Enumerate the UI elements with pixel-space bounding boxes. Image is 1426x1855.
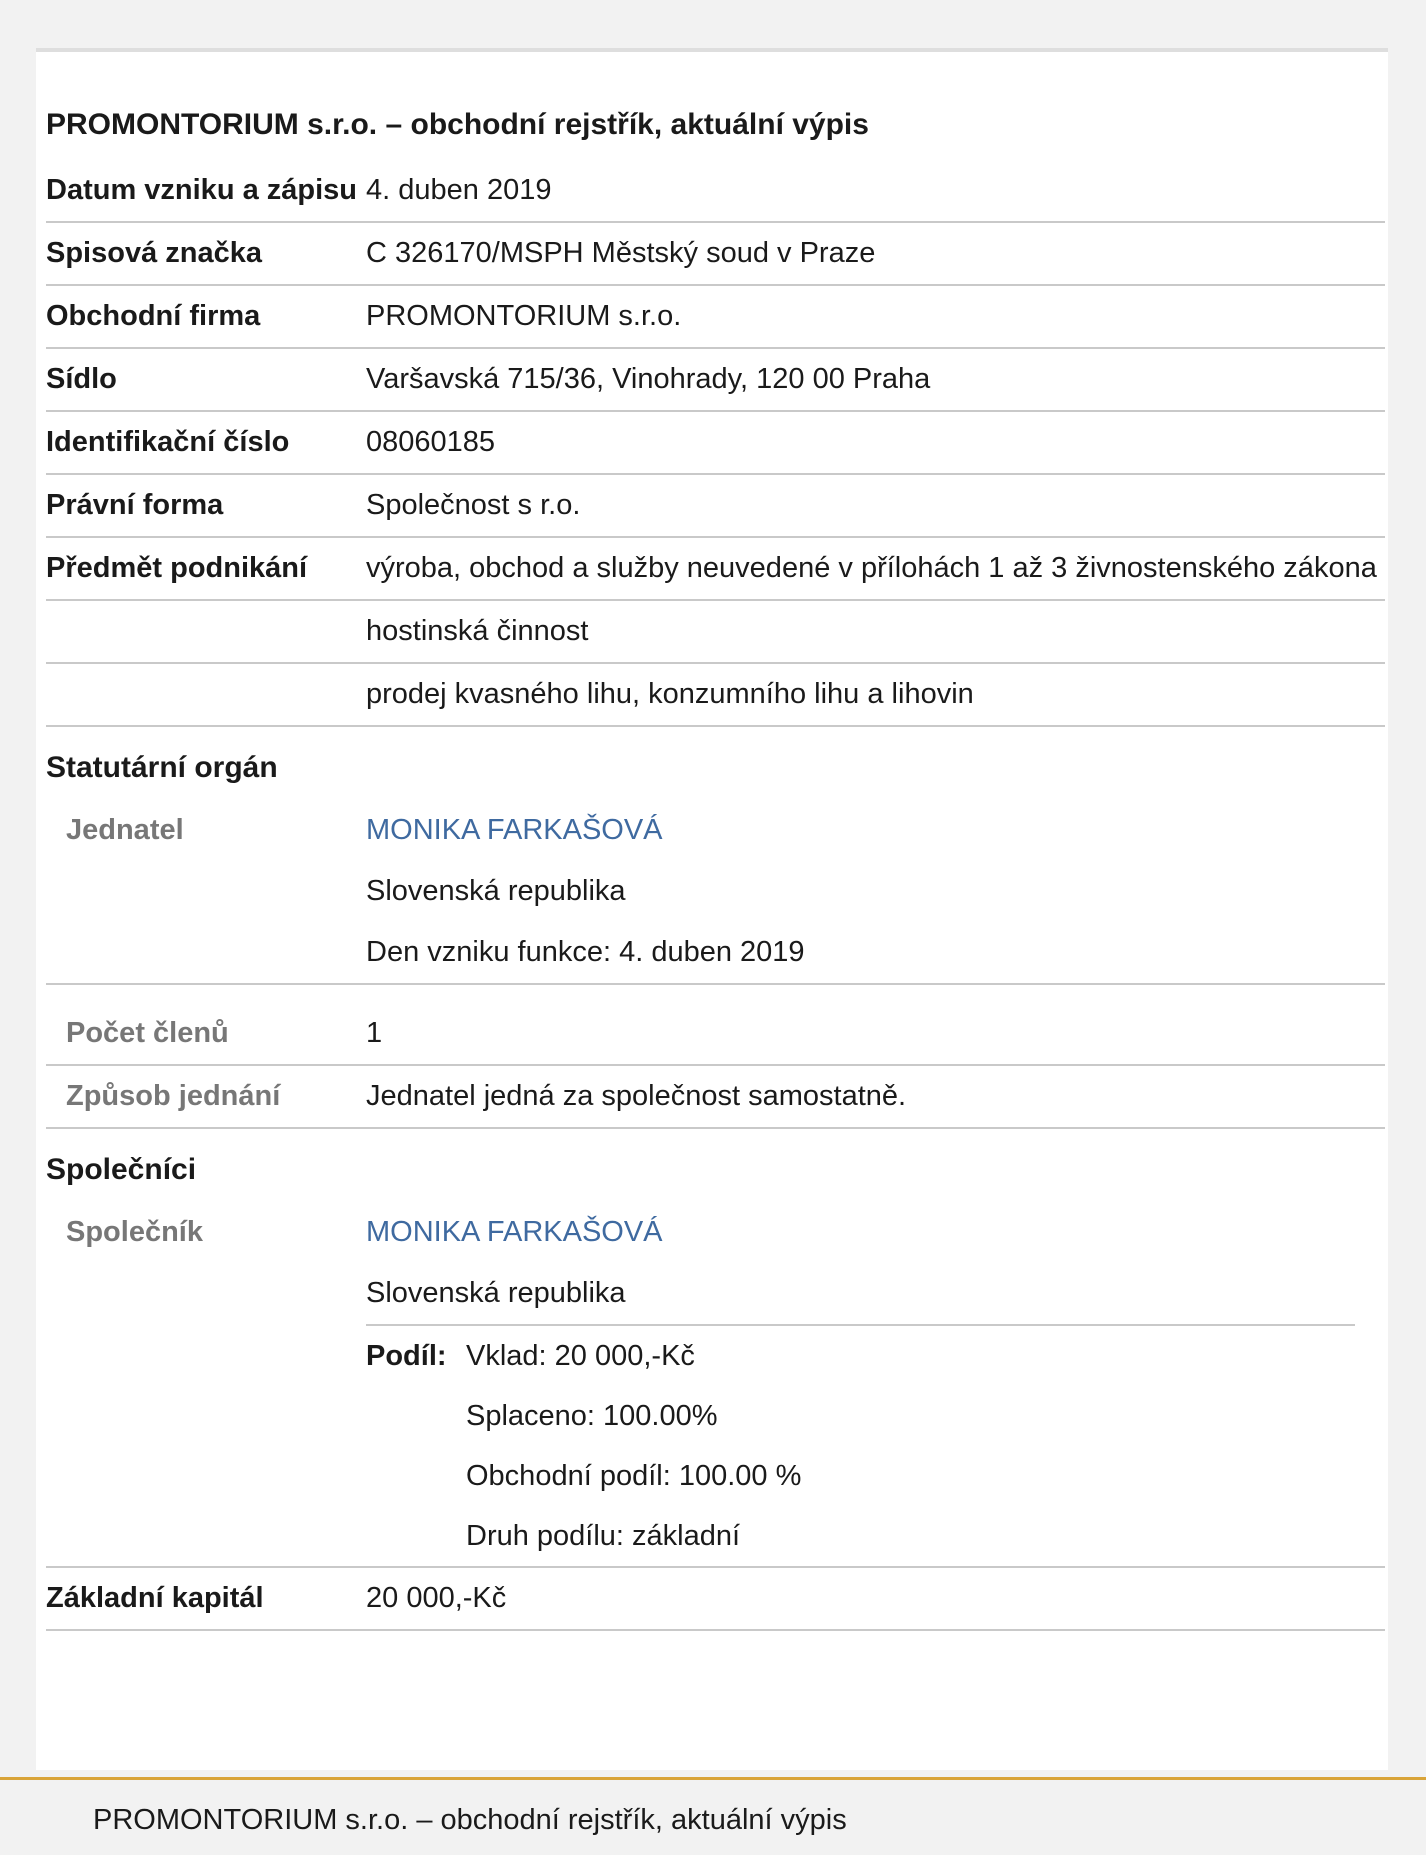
row-spisova-znacka — [46, 223, 1385, 286]
row-label: Společník — [66, 1216, 203, 1248]
row-label: Obchodní firma — [46, 300, 261, 332]
row-value: 1 — [366, 1017, 383, 1049]
row-value: PROMONTORIUM s.r.o. — [366, 300, 682, 332]
row-ico — [46, 412, 1385, 475]
row-label: Jednatel — [66, 814, 184, 846]
row-zakladni-kapital — [46, 1568, 1385, 1631]
row-value: výroba, obchod a služby neuvedené v přílohách 1 až 3 živnostenského zákona — [366, 552, 1377, 584]
section-heading-spolecnici: Společníci — [46, 1153, 197, 1186]
jednatel-country: Slovenská republika — [366, 875, 626, 907]
section-heading-statutarni: Statutární orgán — [46, 751, 278, 784]
row-zpusob-jednani — [46, 1066, 1385, 1129]
row-value: prodej kvasného lihu, konzumního lihu a lihovin — [366, 678, 974, 710]
jednatel-name-link[interactable]: MONIKA FARKAŠOVÁ — [366, 814, 663, 846]
row-label: Předmět podnikání — [46, 552, 308, 584]
podil-label: Podíl: — [366, 1340, 447, 1372]
row-label: Právní forma — [46, 489, 224, 521]
row-predmet-podnikani — [46, 538, 1385, 601]
podil-vklad: Vklad: 20 000,-Kč — [466, 1340, 695, 1372]
row-jednatel — [46, 800, 1385, 985]
row-label: Spisová značka — [46, 237, 262, 269]
jednatel-den-vzniku: Den vzniku funkce: 4. duben 2019 — [366, 936, 805, 968]
row-label: Základní kapitál — [46, 1582, 264, 1614]
row-value: hostinská činnost — [366, 615, 589, 647]
row-value: Společnost s r.o. — [366, 489, 581, 521]
row-value: Varšavská 715/36, Vinohrady, 120 00 Praha — [366, 363, 931, 395]
podil-values — [466, 1326, 801, 1566]
row-sidlo — [46, 349, 1385, 412]
footer-title: PROMONTORIUM s.r.o. – obchodní rejstřík, aktuální výpis — [93, 1804, 847, 1836]
podil-druh: Druh podílu: základní — [466, 1520, 741, 1552]
spolecnik-country: Slovenská republika — [366, 1277, 626, 1309]
registry-card — [36, 48, 1388, 1770]
row-label: Počet členů — [66, 1017, 229, 1049]
page-title: PROMONTORIUM s.r.o. – obchodní rejstřík, aktuální výpis — [46, 108, 869, 141]
row-predmet-item — [46, 601, 1385, 664]
row-value: 4. duben 2019 — [366, 174, 552, 206]
spolecnik-name-link[interactable]: MONIKA FARKAŠOVÁ — [366, 1216, 663, 1248]
row-value — [366, 800, 1385, 983]
row-label: Datum vzniku a zápisu — [46, 174, 358, 206]
row-pocet-clenu — [46, 983, 1385, 1066]
row-label: Způsob jednání — [66, 1080, 281, 1112]
row-value: 20 000,-Kč — [366, 1582, 507, 1614]
footer-bar — [0, 1777, 1426, 1855]
row-obchodni-firma — [46, 286, 1385, 349]
row-value: Jednatel jedná za společnost samostatně. — [366, 1080, 907, 1112]
row-value — [366, 1202, 1385, 1566]
podil-obchodni: Obchodní podíl: 100.00 % — [466, 1460, 802, 1492]
row-value: C 326170/MSPH Městský soud v Praze — [366, 237, 876, 269]
row-label-empty — [46, 601, 366, 662]
row-label-empty — [46, 664, 366, 725]
row-label: Sídlo — [46, 363, 117, 395]
row-spolecnik — [46, 1202, 1385, 1568]
podil-splaceno: Splaceno: 100.00% — [466, 1400, 718, 1432]
row-pravni-forma — [46, 475, 1385, 538]
row-datum-vzniku — [46, 160, 1385, 223]
registry-list — [46, 160, 1385, 1631]
row-predmet-item — [46, 664, 1385, 727]
row-label: Identifikační číslo — [46, 426, 290, 458]
row-value: 08060185 — [366, 426, 496, 458]
podil-block — [366, 1324, 1355, 1566]
